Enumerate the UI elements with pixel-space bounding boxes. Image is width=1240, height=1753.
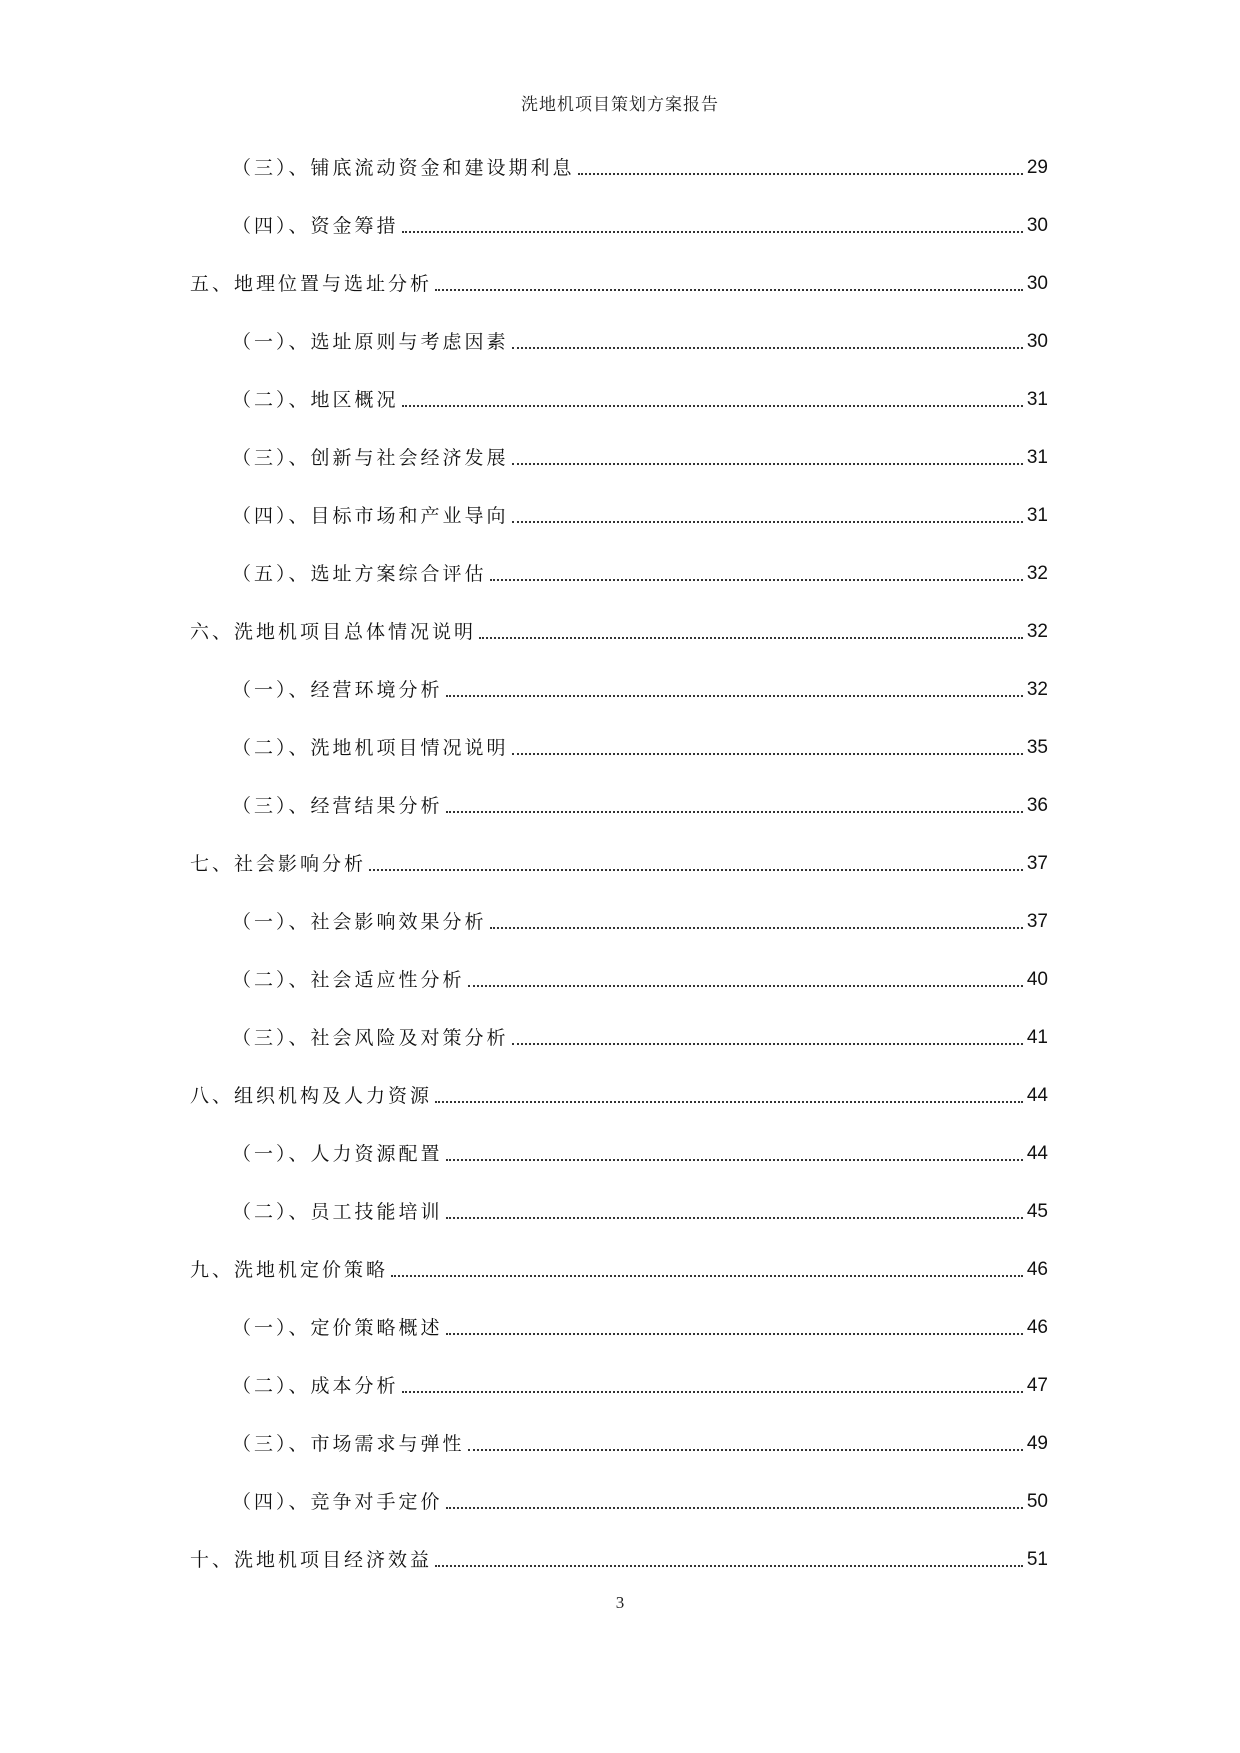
toc-entry-page: 32	[1026, 563, 1048, 584]
toc-entry-title: （一）、选址原则与考虑因素	[232, 331, 509, 353]
toc-section-entry[interactable]	[232, 1194, 1048, 1224]
toc-chapter-entry[interactable]	[190, 266, 1048, 296]
toc-entry-title: （二）、员工技能培训	[232, 1201, 443, 1223]
toc-entry-title: （四）、目标市场和产业导向	[232, 505, 509, 527]
toc-entry-title: （五）、选址方案综合评估	[232, 563, 487, 585]
toc-dot-leader	[446, 1217, 1023, 1219]
toc-section-entry[interactable]	[232, 788, 1048, 818]
toc-dot-leader	[512, 463, 1023, 465]
toc-entry-page: 35	[1026, 737, 1048, 758]
toc-dot-leader	[512, 753, 1023, 755]
toc-dot-leader	[479, 637, 1023, 639]
toc-entry-title: （三）、经营结果分析	[232, 795, 443, 817]
toc-entry-title: （二）、成本分析	[232, 1375, 399, 1397]
toc-dot-leader	[435, 289, 1023, 291]
toc-entry-page: 30	[1026, 273, 1048, 294]
toc-section-entry[interactable]	[232, 1426, 1048, 1456]
toc-entry-page: 45	[1026, 1201, 1048, 1222]
toc-dot-leader	[468, 985, 1023, 987]
toc-entry-title: 五、地理位置与选址分析	[190, 273, 433, 295]
toc-entry-page: 40	[1026, 969, 1048, 990]
toc-entry-title: 八、组织机构及人力资源	[190, 1085, 433, 1107]
toc-dot-leader	[446, 811, 1023, 813]
toc-dot-leader	[402, 405, 1023, 407]
toc-section-entry[interactable]	[232, 1484, 1048, 1514]
toc-entry-page: 32	[1026, 621, 1048, 642]
toc-entry-title: （一）、人力资源配置	[232, 1143, 443, 1165]
toc-entry-page: 46	[1026, 1317, 1048, 1338]
toc-entry-title: 九、洗地机定价策略	[190, 1259, 389, 1281]
toc-entry-title: （二）、社会适应性分析	[232, 969, 465, 991]
toc-dot-leader	[435, 1565, 1023, 1567]
toc-dot-leader	[391, 1275, 1023, 1277]
toc-entry-page: 30	[1026, 331, 1048, 352]
toc-section-entry[interactable]	[232, 1368, 1048, 1398]
toc-dot-leader	[512, 347, 1023, 349]
toc-entry-page: 30	[1026, 215, 1048, 236]
toc-entry-title: （二）、地区概况	[232, 389, 399, 411]
toc-entry-page: 31	[1026, 505, 1048, 526]
toc-chapter-entry[interactable]	[190, 1542, 1048, 1572]
toc-section-entry[interactable]	[232, 730, 1048, 760]
toc-section-entry[interactable]	[232, 498, 1048, 528]
toc-entry-page: 31	[1026, 447, 1048, 468]
toc-section-entry[interactable]	[232, 1310, 1048, 1340]
toc-chapter-entry[interactable]	[190, 1252, 1048, 1282]
toc-section-entry[interactable]	[232, 962, 1048, 992]
toc-entry-page: 37	[1026, 911, 1048, 932]
toc-entry-page: 51	[1026, 1549, 1048, 1570]
toc-entry-title: （三）、社会风险及对策分析	[232, 1027, 509, 1049]
toc-entry-title: 六、洗地机项目总体情况说明	[190, 621, 477, 643]
toc-entry-page: 44	[1026, 1085, 1048, 1106]
toc-section-entry[interactable]	[232, 556, 1048, 586]
toc-section-entry[interactable]	[232, 208, 1048, 238]
toc-dot-leader	[578, 173, 1023, 175]
toc-entry-page: 50	[1026, 1491, 1048, 1512]
toc-chapter-entry[interactable]	[190, 614, 1048, 644]
toc-dot-leader	[490, 579, 1023, 581]
toc-dot-leader	[490, 927, 1023, 929]
toc-section-entry[interactable]	[232, 440, 1048, 470]
toc-entry-page: 37	[1026, 853, 1048, 874]
toc-dot-leader	[446, 695, 1023, 697]
toc-entry-page: 47	[1026, 1375, 1048, 1396]
toc-entry-title: 七、社会影响分析	[190, 853, 367, 875]
toc-entry-page: 46	[1026, 1259, 1048, 1280]
toc-dot-leader	[402, 1391, 1023, 1393]
toc-entry-title: （一）、社会影响效果分析	[232, 911, 487, 933]
toc-entry-title: （二）、洗地机项目情况说明	[232, 737, 509, 759]
toc-section-entry[interactable]	[232, 382, 1048, 412]
toc-entry-page: 31	[1026, 389, 1048, 410]
toc-entry-page: 49	[1026, 1433, 1048, 1454]
toc-entry-title: （三）、创新与社会经济发展	[232, 447, 509, 469]
toc-section-entry[interactable]	[232, 904, 1048, 934]
toc-dot-leader	[468, 1449, 1023, 1451]
toc-entry-page: 36	[1026, 795, 1048, 816]
toc-entry-title: （三）、市场需求与弹性	[232, 1433, 465, 1455]
toc-entry-title: （一）、定价策略概述	[232, 1317, 443, 1339]
toc-dot-leader	[402, 231, 1023, 233]
toc-section-entry[interactable]	[232, 1020, 1048, 1050]
toc-entry-title: （一）、经营环境分析	[232, 679, 443, 701]
toc-section-entry[interactable]	[232, 672, 1048, 702]
toc-section-entry[interactable]	[232, 150, 1048, 180]
toc-chapter-entry[interactable]	[190, 846, 1048, 876]
toc-section-entry[interactable]	[232, 324, 1048, 354]
toc-entry-page: 44	[1026, 1143, 1048, 1164]
toc-section-entry[interactable]	[232, 1136, 1048, 1166]
running-header: 洗地机项目策划方案报告	[521, 95, 719, 115]
toc-entry-page: 41	[1026, 1027, 1048, 1048]
toc-dot-leader	[446, 1507, 1023, 1509]
toc-entry-title: （四）、竞争对手定价	[232, 1491, 443, 1513]
toc-dot-leader	[435, 1101, 1023, 1103]
toc-entry-title: （三）、铺底流动资金和建设期利息	[232, 157, 575, 179]
toc-entry-page: 29	[1026, 157, 1048, 178]
toc-dot-leader	[512, 1043, 1023, 1045]
toc-dot-leader	[446, 1333, 1023, 1335]
toc-entry-title: 十、洗地机项目经济效益	[190, 1549, 433, 1571]
toc-entry-title: （四）、资金筹措	[232, 215, 399, 237]
toc-chapter-entry[interactable]	[190, 1078, 1048, 1108]
toc-dot-leader	[512, 521, 1023, 523]
page-number: 3	[615, 1593, 625, 1612]
toc-entry-page: 32	[1026, 679, 1048, 700]
toc-dot-leader	[446, 1159, 1023, 1161]
toc-dot-leader	[369, 869, 1023, 871]
